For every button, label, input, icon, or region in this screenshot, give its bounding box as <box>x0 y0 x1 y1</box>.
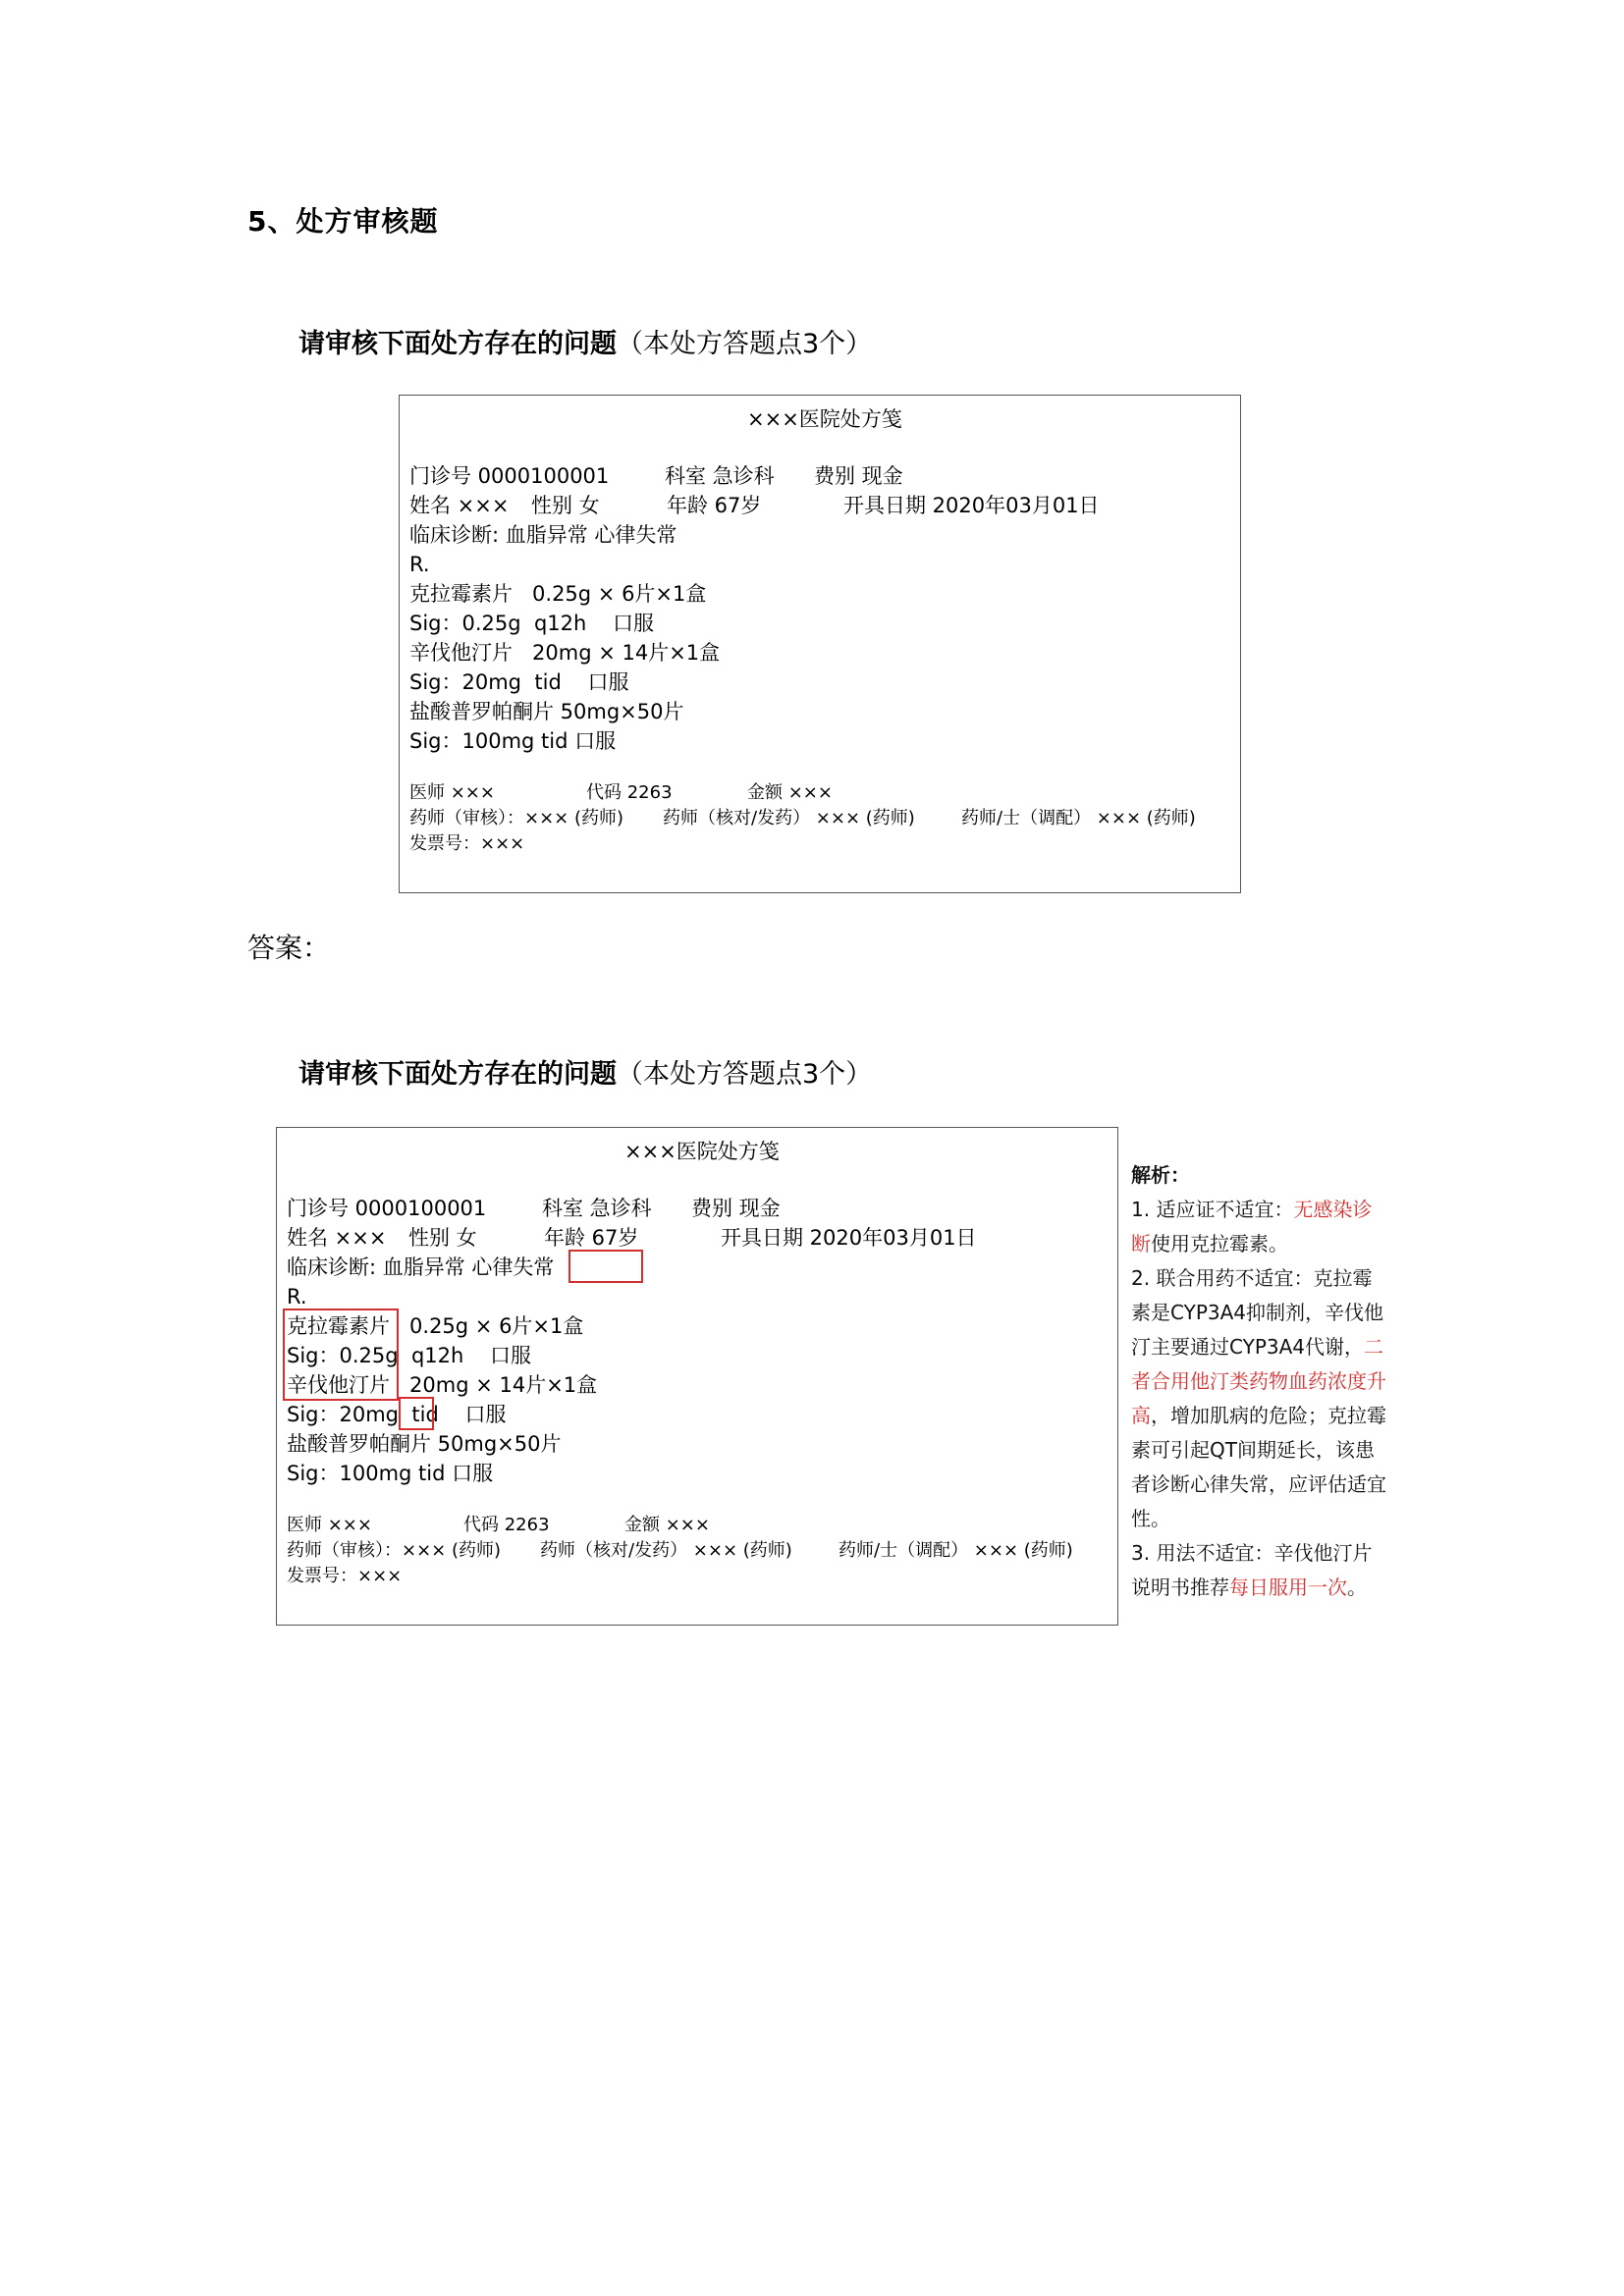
rx-sex: 性别 女 <box>531 494 600 517</box>
question-title <box>298 322 872 360</box>
rx-drug-2: 辛伐他汀片 20mg × 14片×1盒 <box>287 1373 598 1397</box>
analysis-point-3: 3. 用法不适宜：辛伐他汀片说明书推荐每日服用一次。 <box>1131 1541 1373 1599</box>
section-title: 5、处方审核题 <box>247 205 439 238</box>
rx-sig-1: Sig：0.25g q12h 口服 <box>409 612 655 635</box>
analysis-heading: 解析： <box>1131 1163 1190 1187</box>
rx-doctor: 医师 ××× <box>287 1515 372 1535</box>
highlight-frequency <box>399 1397 434 1430</box>
rx-sig-3: Sig：100mg tid 口服 <box>409 729 617 753</box>
rx-name: 姓名 ××× <box>409 494 510 517</box>
rx-diagnosis: 临床诊断: 血脂异常 心律失常 <box>287 1255 555 1279</box>
rx-pharmacist-review: 药师（审核）：××× (药师) <box>409 808 624 828</box>
rx-age: 年龄 67岁 <box>544 1226 639 1250</box>
answer-prescription-card <box>276 1127 1118 1626</box>
rx-invoice: 发票号：××× <box>409 833 525 854</box>
rx-doctor: 医师 ××× <box>409 782 495 803</box>
highlight-interaction-drugs <box>283 1308 399 1401</box>
rx-fee: 费别 现金 <box>814 464 903 488</box>
rx-dept: 科室 急诊科 <box>665 464 775 488</box>
rx-amount: 金额 ××× <box>747 782 833 803</box>
rx-date: 开具日期 2020年03月01日 <box>843 494 1100 517</box>
rx-header: ×××医院处方笺 <box>747 407 902 431</box>
rx-fee: 费别 现金 <box>691 1197 781 1220</box>
rx-sex: 性别 女 <box>408 1226 477 1250</box>
rx-clinic-no: 门诊号 0000100001 <box>409 464 610 488</box>
rx-invoice: 发票号：××× <box>287 1566 403 1586</box>
rx-dept: 科室 急诊科 <box>542 1197 652 1220</box>
rx-sig-2: Sig：20mg tid 口服 <box>409 670 629 694</box>
rx-pharmacist-prepare: 药师/士（调配） ××× (药师) <box>839 1540 1073 1561</box>
rx-age: 年龄 67岁 <box>667 494 762 517</box>
rx-code: 代码 2263 <box>586 782 673 803</box>
rx-pharmacist-review: 药师（审核）：××× (药师) <box>287 1540 502 1561</box>
answer-question-title-rest: （本处方答题点3个） <box>617 1059 873 1090</box>
rx-drug-2: 辛伐他汀片 20mg × 14片×1盒 <box>409 641 721 665</box>
rx-pharmacist-dispense: 药师（核对/发药） ××× (药师) <box>663 808 915 828</box>
rx-header: ×××医院处方笺 <box>624 1140 780 1163</box>
rx-pharmacist-dispense: 药师（核对/发药） ××× (药师) <box>540 1540 792 1561</box>
analysis-notes <box>1131 1158 1388 1605</box>
answer-label: 答案： <box>247 932 331 964</box>
rx-sig-3: Sig：100mg tid 口服 <box>287 1462 494 1485</box>
highlight-diagnosis-missing <box>568 1250 643 1283</box>
rx-sig-1: Sig：0.25g q12h 口服 <box>287 1344 532 1367</box>
rx-name: 姓名 ××× <box>287 1226 387 1250</box>
rx-date: 开具日期 2020年03月01日 <box>721 1226 977 1250</box>
question-title-bold: 请审核下面处方存在的问题 <box>298 329 617 359</box>
rx-code: 代码 2263 <box>463 1515 550 1535</box>
prescription-card <box>399 395 1241 893</box>
rx-r-label: R. <box>287 1285 307 1308</box>
rx-drug-3: 盐酸普罗帕酮片 50mg×50片 <box>409 700 684 723</box>
analysis-point-2: 2. 联合用药不适宜：克拉霉素是CYP3A4抑制剂，辛伐他汀主要通过CYP3A4代谢，二者合用他汀类药物血药浓度升高，增加肌病的危险；克拉霉素可引起QT间期延长，该患者诊断心律失常，应评估适宜性。 <box>1131 1266 1386 1530</box>
rx-drug-1: 克拉霉素片 0.25g × 6片×1盒 <box>409 582 707 606</box>
rx-clinic-no: 门诊号 0000100001 <box>287 1197 487 1220</box>
rx-sig-2: Sig：20mg tid 口服 <box>287 1403 507 1426</box>
rx-amount: 金额 ××× <box>624 1515 710 1535</box>
rx-pharmacist-prepare: 药师/士（调配） ××× (药师) <box>961 808 1196 828</box>
analysis-point-1: 1. 适应证不适宜：无感染诊断使用克拉霉素。 <box>1131 1198 1373 1255</box>
question-title-rest: （本处方答题点3个） <box>617 329 873 359</box>
rx-drug-3: 盐酸普罗帕酮片 50mg×50片 <box>287 1432 562 1456</box>
rx-drug-1: 克拉霉素片 0.25g × 6片×1盒 <box>287 1314 584 1338</box>
rx-diagnosis: 临床诊断: 血脂异常 心律失常 <box>409 523 677 547</box>
rx-r-label: R. <box>409 553 430 576</box>
answer-question-title <box>298 1052 872 1091</box>
answer-question-title-bold: 请审核下面处方存在的问题 <box>298 1059 617 1090</box>
